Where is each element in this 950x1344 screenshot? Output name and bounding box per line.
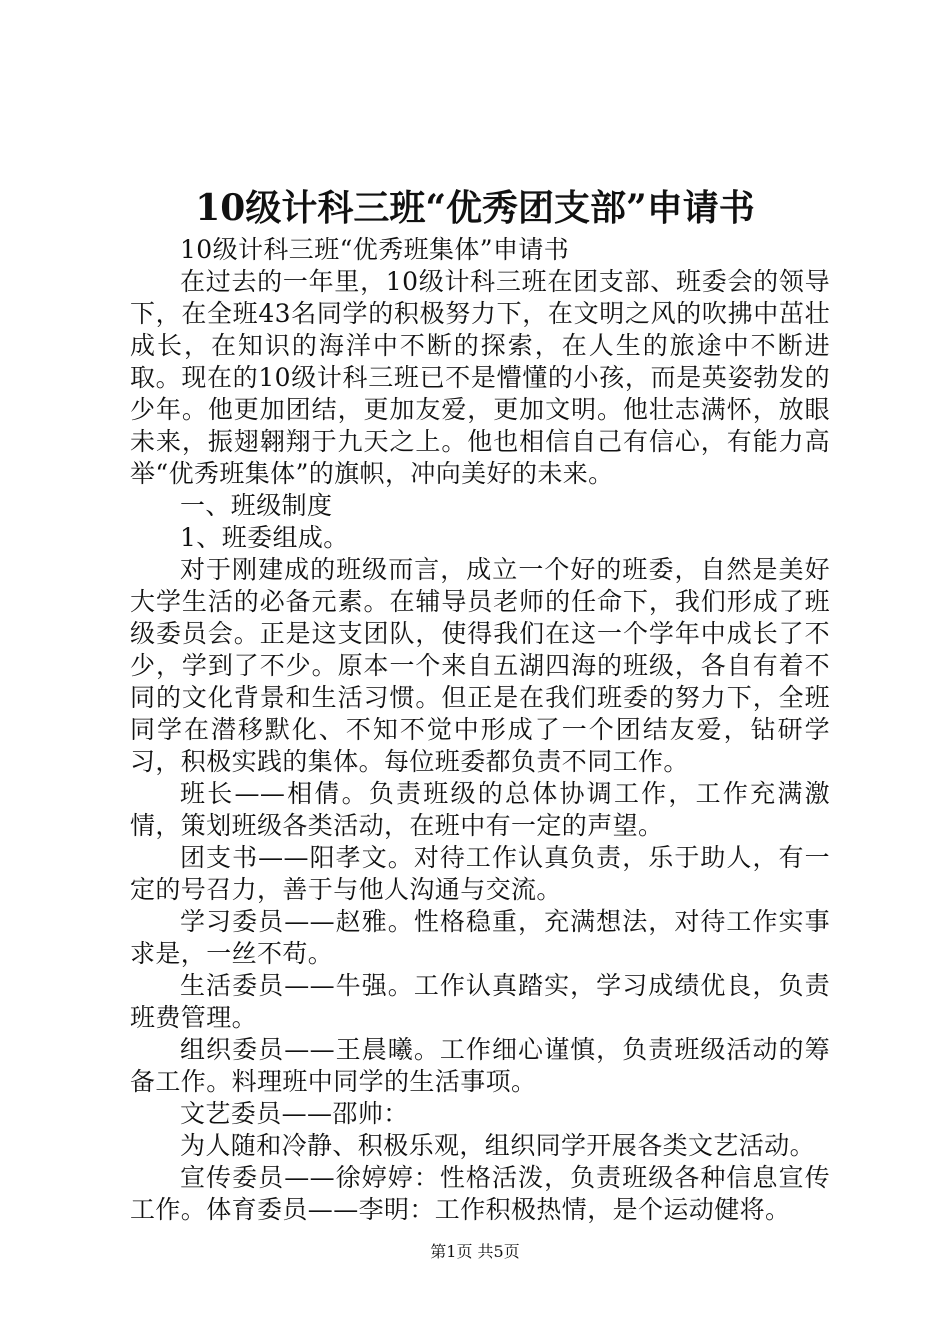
paragraph-organization-committee: 组织委员——王晨曦。工作细心谨慎，负责班级活动的筹备工作。料理班中同学的生活事项。 (130, 1035, 830, 1096)
paragraph-monitor: 班长——相倩。负责班级的总体协调工作，工作充满激情，策划班级各类活动，在班中有一定的声望。 (130, 779, 830, 840)
subsection-heading-committee: 1、班委组成。 (180, 523, 349, 552)
paragraph-subtitle: 10级计科三班“优秀班集体”申请书 (180, 235, 570, 264)
page-number-footer: 第1页 共5页 (430, 1242, 520, 1261)
paragraph-life-committee: 生活委员——牛强。工作认真踏实，学习成绩优良，负责班费管理。 (130, 971, 830, 1032)
paragraph-arts-committee-detail: 为人随和冷静、积极乐观，组织同学开展各类文艺活动。 (180, 1131, 816, 1160)
paragraph-publicity-sports: 宣传委员——徐婷婷：性格活泼，负责班级各种信息宣传工作。体育委员——李明：工作积极热情，是个运动健将。 (130, 1163, 830, 1224)
paragraph-league-secretary: 团支书——阳孝文。对待工作认真负责，乐于助人，有一定的号召力，善于与他人沟通与交流。 (130, 843, 830, 904)
paragraph-arts-committee: 文艺委员——邵帅： (180, 1099, 409, 1128)
document-body (130, 234, 830, 1226)
paragraph-committee-description: 对于刚建成的班级而言，成立一个好的班委，自然是美好大学生活的必备元素。在辅导员老师的任命下，我们形成了班级委员会。正是这支团队，使得我们在这一个学年中成长了不少，学到了不少。原本一个来自五湖四海的班级，各自有着不同的文化背景和生活习惯。但正是在我们班委的努力下，全班同学在潜移默化、不知不觉中形成了一个团结友爱，钻研学习，积极实践的集体。每位班委都负责不同工作。 (130, 555, 830, 776)
section-heading-class-system: 一、班级制度 (180, 491, 333, 520)
document-title: 10级计科三班“优秀团支部”申请书 (195, 187, 755, 229)
paragraph-study-committee: 学习委员——赵雅。性格稳重，充满想法，对待工作实事求是，一丝不苟。 (130, 907, 830, 968)
paragraph-intro: 在过去的一年里，10级计科三班在团支部、班委会的领导下，在全班43名同学的积极努力下，在文明之风的吹拂中茁壮成长，在知识的海洋中不断的探索，在人生的旅途中不断进取。现在的10级计科三班已不是懵懂的小孩，而是英姿勃发的少年。他更加团结，更加友爱，更加文明。他壮志满怀，放眼未来，振翅翱翔于九天之上。他也相信自己有信心，有能力高举“优秀班集体”的旗帜，冲向美好的未来。 (130, 267, 830, 488)
